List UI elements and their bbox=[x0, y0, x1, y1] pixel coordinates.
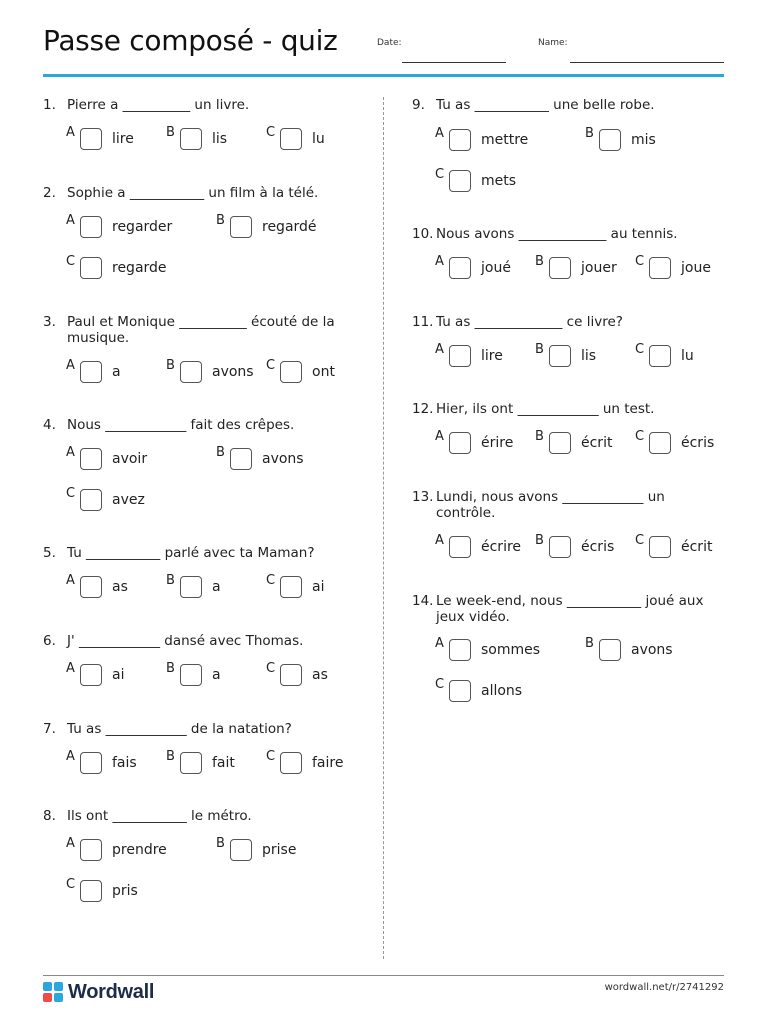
option-text: prise bbox=[262, 842, 297, 858]
option-text: avoir bbox=[112, 451, 148, 467]
answer-checkbox[interactable] bbox=[599, 639, 621, 661]
option-letter: B bbox=[535, 533, 544, 548]
answer-checkbox[interactable] bbox=[449, 170, 471, 192]
option-letter: B bbox=[166, 661, 175, 676]
logo-text: Wordwall bbox=[68, 980, 155, 1003]
answer-checkbox[interactable] bbox=[599, 129, 621, 151]
name-field[interactable] bbox=[570, 62, 724, 63]
option-letter: A bbox=[435, 126, 444, 141]
option-text: lu bbox=[312, 131, 325, 147]
question-number: 1. bbox=[43, 97, 56, 113]
option-text: écris bbox=[681, 435, 715, 451]
answer-checkbox[interactable] bbox=[649, 345, 671, 367]
answer-checkbox[interactable] bbox=[80, 448, 102, 470]
answer-checkbox[interactable] bbox=[280, 576, 302, 598]
answer-checkbox[interactable] bbox=[549, 536, 571, 558]
page-title: Passe composé - quiz bbox=[43, 24, 338, 57]
option-text: avez bbox=[112, 492, 145, 508]
question-text: Le week-end, nous ___________ joué aux jeux vidéo. bbox=[436, 593, 704, 625]
option-text: joue bbox=[681, 260, 711, 276]
option-letter: C bbox=[635, 429, 645, 444]
option-text: faire bbox=[312, 755, 344, 771]
option-letter: A bbox=[435, 254, 444, 269]
option-letter: C bbox=[435, 677, 445, 692]
option-letter: B bbox=[166, 358, 175, 373]
answer-checkbox[interactable] bbox=[449, 345, 471, 367]
question-number: 14. bbox=[412, 593, 434, 609]
option-letter: B bbox=[166, 125, 175, 140]
answer-checkbox[interactable] bbox=[449, 129, 471, 151]
option-text: sommes bbox=[481, 642, 541, 658]
answer-checkbox[interactable] bbox=[649, 536, 671, 558]
option-letter: A bbox=[66, 573, 75, 588]
column-divider bbox=[383, 97, 384, 959]
option-letter: A bbox=[435, 429, 444, 444]
name-label: Name: bbox=[538, 38, 568, 48]
option-text: ont bbox=[312, 364, 335, 380]
answer-checkbox[interactable] bbox=[280, 361, 302, 383]
answer-checkbox[interactable] bbox=[180, 752, 202, 774]
option-text: avons bbox=[212, 364, 254, 380]
answer-checkbox[interactable] bbox=[549, 345, 571, 367]
option-text: fais bbox=[112, 755, 137, 771]
option-letter: A bbox=[435, 342, 444, 357]
answer-checkbox[interactable] bbox=[449, 639, 471, 661]
option-letter: B bbox=[535, 429, 544, 444]
answer-checkbox[interactable] bbox=[180, 361, 202, 383]
question-number: 10. bbox=[412, 226, 434, 242]
option-text: avons bbox=[631, 642, 673, 658]
question-text: J' ____________ dansé avec Thomas. bbox=[67, 633, 304, 649]
answer-checkbox[interactable] bbox=[80, 752, 102, 774]
answer-checkbox[interactable] bbox=[80, 257, 102, 279]
answer-checkbox[interactable] bbox=[280, 128, 302, 150]
answer-checkbox[interactable] bbox=[80, 880, 102, 902]
option-letter: A bbox=[66, 445, 75, 460]
option-text: lis bbox=[581, 348, 597, 364]
footer-divider bbox=[43, 975, 724, 976]
option-text: écrit bbox=[581, 435, 613, 451]
question-text: Tu as _____________ ce livre? bbox=[436, 314, 623, 330]
answer-checkbox[interactable] bbox=[80, 576, 102, 598]
option-letter: A bbox=[435, 636, 444, 651]
option-text: écrire bbox=[481, 539, 522, 555]
option-text: ai bbox=[112, 667, 125, 683]
option-text: fait bbox=[212, 755, 235, 771]
option-letter: A bbox=[66, 661, 75, 676]
option-letter: B bbox=[216, 836, 225, 851]
question-number: 11. bbox=[412, 314, 434, 330]
answer-checkbox[interactable] bbox=[649, 257, 671, 279]
option-text: regarde bbox=[112, 260, 167, 276]
option-text: joué bbox=[481, 260, 511, 276]
option-text: érire bbox=[481, 435, 514, 451]
option-letter: C bbox=[266, 749, 276, 764]
option-letter: B bbox=[216, 445, 225, 460]
option-text: lire bbox=[112, 131, 134, 147]
option-letter: B bbox=[535, 342, 544, 357]
answer-checkbox[interactable] bbox=[549, 257, 571, 279]
option-letter: B bbox=[585, 636, 594, 651]
question-text: Tu as ____________ de la natation? bbox=[67, 721, 292, 737]
option-text: a bbox=[212, 579, 221, 595]
wordwall-logo-icon bbox=[43, 982, 63, 1002]
option-letter: C bbox=[66, 877, 76, 892]
answer-checkbox[interactable] bbox=[280, 664, 302, 686]
question-text: Nous ____________ fait des crêpes. bbox=[67, 417, 295, 433]
footer-url: wordwall.net/r/2741292 bbox=[604, 982, 724, 993]
option-letter: C bbox=[266, 573, 276, 588]
question-number: 7. bbox=[43, 721, 56, 737]
question-text: Lundi, nous avons ____________ un contrôle. bbox=[436, 489, 665, 521]
option-text: jouer bbox=[581, 260, 617, 276]
option-text: pris bbox=[112, 883, 138, 899]
option-letter: B bbox=[585, 126, 594, 141]
answer-checkbox[interactable] bbox=[549, 432, 571, 454]
option-letter: A bbox=[66, 358, 75, 373]
question-text: Hier, ils ont ____________ un test. bbox=[436, 401, 655, 417]
option-text: avons bbox=[262, 451, 304, 467]
question-number: 6. bbox=[43, 633, 56, 649]
option-letter: B bbox=[535, 254, 544, 269]
option-text: allons bbox=[481, 683, 523, 699]
option-text: lu bbox=[681, 348, 694, 364]
header-divider bbox=[43, 74, 724, 77]
option-letter: C bbox=[66, 486, 76, 501]
answer-checkbox[interactable] bbox=[80, 216, 102, 238]
answer-checkbox[interactable] bbox=[80, 128, 102, 150]
option-letter: A bbox=[66, 125, 75, 140]
answer-checkbox[interactable] bbox=[80, 664, 102, 686]
option-letter: C bbox=[66, 254, 76, 269]
option-letter: A bbox=[66, 836, 75, 851]
option-text: as bbox=[112, 579, 128, 595]
wordwall-logo bbox=[43, 981, 154, 1003]
option-text: ai bbox=[312, 579, 325, 595]
date-field[interactable] bbox=[402, 62, 506, 63]
question-number: 4. bbox=[43, 417, 56, 433]
option-text: mis bbox=[631, 132, 656, 148]
option-letter: C bbox=[635, 533, 645, 548]
question-text: Nous avons _____________ au tennis. bbox=[436, 226, 678, 242]
option-text: lire bbox=[481, 348, 503, 364]
option-letter: B bbox=[166, 749, 175, 764]
option-text: regarder bbox=[112, 219, 173, 235]
answer-checkbox[interactable] bbox=[280, 752, 302, 774]
answer-checkbox[interactable] bbox=[230, 448, 252, 470]
question-text: Tu as ___________ une belle robe. bbox=[436, 97, 655, 113]
option-letter: C bbox=[266, 125, 276, 140]
option-letter: C bbox=[435, 167, 445, 182]
answer-checkbox[interactable] bbox=[449, 257, 471, 279]
question-text: Pierre a __________ un livre. bbox=[67, 97, 250, 113]
question-text: Ils ont ___________ le métro. bbox=[67, 808, 252, 824]
question-number: 2. bbox=[43, 185, 56, 201]
answer-checkbox[interactable] bbox=[80, 361, 102, 383]
question-number: 9. bbox=[412, 97, 425, 113]
answer-checkbox[interactable] bbox=[180, 576, 202, 598]
answer-checkbox[interactable] bbox=[449, 536, 471, 558]
option-letter: A bbox=[66, 749, 75, 764]
question-number: 13. bbox=[412, 489, 434, 505]
option-text: écrit bbox=[681, 539, 713, 555]
option-letter: C bbox=[266, 358, 276, 373]
option-letter: C bbox=[266, 661, 276, 676]
question-text: Paul et Monique __________ écouté de la musique. bbox=[67, 314, 335, 346]
question-number: 8. bbox=[43, 808, 56, 824]
option-text: mettre bbox=[481, 132, 529, 148]
option-text: mets bbox=[481, 173, 517, 189]
answer-checkbox[interactable] bbox=[80, 839, 102, 861]
date-label: Date: bbox=[377, 38, 402, 48]
option-text: écris bbox=[581, 539, 615, 555]
question-text: Sophie a ___________ un film à la télé. bbox=[67, 185, 319, 201]
answer-checkbox[interactable] bbox=[180, 128, 202, 150]
option-letter: B bbox=[166, 573, 175, 588]
option-text: lis bbox=[212, 131, 228, 147]
answer-checkbox[interactable] bbox=[449, 680, 471, 702]
answer-checkbox[interactable] bbox=[449, 432, 471, 454]
option-text: as bbox=[312, 667, 328, 683]
question-number: 5. bbox=[43, 545, 56, 561]
answer-checkbox[interactable] bbox=[230, 216, 252, 238]
option-letter: B bbox=[216, 213, 225, 228]
option-letter: A bbox=[435, 533, 444, 548]
option-letter: C bbox=[635, 254, 645, 269]
answer-checkbox[interactable] bbox=[649, 432, 671, 454]
option-text: a bbox=[112, 364, 121, 380]
option-letter: C bbox=[635, 342, 645, 357]
question-text: Tu ___________ parlé avec ta Maman? bbox=[67, 545, 315, 561]
option-text: prendre bbox=[112, 842, 167, 858]
answer-checkbox[interactable] bbox=[230, 839, 252, 861]
option-text: a bbox=[212, 667, 221, 683]
answer-checkbox[interactable] bbox=[180, 664, 202, 686]
option-letter: A bbox=[66, 213, 75, 228]
question-number: 3. bbox=[43, 314, 56, 330]
answer-checkbox[interactable] bbox=[80, 489, 102, 511]
option-text: regardé bbox=[262, 219, 317, 235]
question-number: 12. bbox=[412, 401, 434, 417]
